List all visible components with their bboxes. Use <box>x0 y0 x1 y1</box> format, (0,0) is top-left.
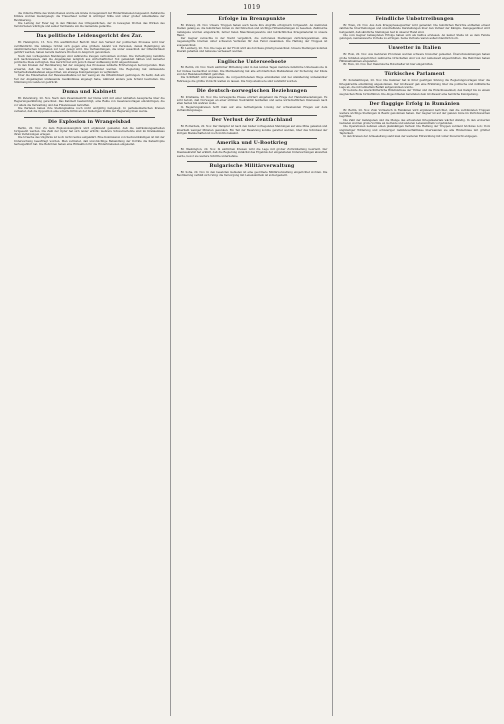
article-paragraph: Br. Lemberg, 20. Nov. Die Lage an der Front wird als durchaus günstig bezeichnet. Unsere Stellungen konnten überall gehalten und teilweise verbessert werden. <box>176 46 328 54</box>
article-paragraph: Br. Konstantinopel, 20. Nov. Die Kammer hat in ihrer gestrigen Sitzung die Regierungsvorlagen über die Kriegskredite einstimmig angenommen. Der Großwesir gab eine Erklärung über die politische und militärische Lage ab, die mit lebhaftem Beifall aufgenommen wurde. <box>339 79 491 89</box>
article-headline: Türkisches Parlament <box>384 72 445 78</box>
divider-rule <box>24 117 155 118</box>
article <box>14 87 165 113</box>
article <box>339 43 490 66</box>
article-paragraph: Br. Sofia, 20. Nov. In den besetzten Gebieten ist eine geordnete Militärverwaltung eingerichtet worden. Die Bevölkerung verhält sich ruhig; die Versorgung mit Lebensmitteln ist sichergestellt. <box>176 170 328 178</box>
columns <box>14 12 490 716</box>
article-headline: Duma und Kabinett <box>62 90 117 96</box>
article-paragraph: In Regierungskreisen hofft man auf eine befriedigende Lösung der schwebenden Fragen auf dem Verhandlungswege. <box>176 105 328 113</box>
article-paragraph: Der Gegner versuchte in der Nacht vergeblich, die verlorenen Stellungen zurückzugewinnen. Alle Gegenangriffe brachen unter schweren Verlusten für den Feind zusammen. Die Haltung der Truppen ist ausgezeichnet. <box>176 37 328 47</box>
article-paragraph: Die Parteien haben ihre Stellungnahme noch nicht endgültig festgelegt. In parlamentarischen Kreisen verlautet, daß die Opposition eine scharfe Kritik an der bisherigen Politik der Regierung üben werde. <box>14 107 165 114</box>
article-paragraph: Br. Rom, 20. Nov. Aus mehreren Provinzen werden schwere Unwetter gemeldet. Überschwemmungen haben große Schäden angerichtet; zahlreiche Ortschaften sind von der Außenwelt abgeschnitten. Die Behörden haben Hilfsmaßnahmen eingeleitet. <box>339 53 491 63</box>
article <box>177 161 328 178</box>
article <box>14 31 165 84</box>
article-paragraph: Br. Pulawy, 20. Nov. Unsere Truppen haben auch heute ihre Angriffe erfolgreich fortgesetzt. An mehreren Stellen gelang es, die feindlichen Linien zu durchbrechen und wichtige Höhenstellungen zu besetzen. Zahlreiche Gefangene wurden eingebracht, ferner fielen Maschinengewehre und beträchtliches Kriegsmaterial in unsere Hand. <box>176 23 328 37</box>
divider-rule <box>187 86 318 87</box>
column-1 <box>14 12 171 716</box>
article-paragraph: In den Kreisen der Bevölkerung hat der Ausgang des Prozesses lebhafte Erörterungen hervorgerufen. Man erwartet, daß die Urteile in den nächsten Tagen verkündet werden. Die Regierung hat umfassende Sicherheitsmaßnahmen angeordnet, um etwaige Kundgebungen zu verhindern. <box>14 64 165 75</box>
divider-rule <box>187 138 318 139</box>
article-paragraph: Br. Wien, 20. Nov. Aus dem Kriegspressequartier wird gemeldet: Die feindlichen Berichte enthalten erneut zahlreiche Übertreibungen und unzutreffende Darstellungen über den Verlauf der Kämpfe. Demgegenüber wird festgestellt, daß sämtliche Stellungen fest in unserer Hand sind. <box>339 23 491 34</box>
article-paragraph: Br. Rotterdam, 20. Nov. Der Dampfer ist nach den bisher vorliegenden Meldungen auf eine Mine gelaufen und innerhalb weniger Minuten gesunken. Ein Teil der Besatzung konnte gerettet werden, über das Schicksal der übrigen Mannschaften ist noch nichts bekannt. <box>176 125 328 135</box>
article-paragraph: Br. Helsingfors, 15. Nov. Ein ausführlicher Bericht über den Verlauf der politischen Prozesse wird hier veröffentlicht. Die Anklage richtet sich gegen eine größere Anzahl von Personen, denen Beteiligung an umstürzlerischen Umtrieben zur Last gelegt wird. Die Verhandlungen, die unter Ausschluß der Öffentlichkeit geführt werden, haben bereits mehrere Wochen in Anspruch genommen. <box>14 41 165 55</box>
article-paragraph: Br. Kristiania, 20. Nov. Die norwegische Presse erörtert eingehend die Frage der Handelsbeziehungen. Es wird betont, daß Norwegen an einer strikten Neutralität festhalten und seine wirtschaftlichen Interessen nach allen Seiten hin wahren wolle. <box>176 95 328 106</box>
article <box>177 86 328 112</box>
article-paragraph: Nach den vorliegenden Meldungen sind zahlreiche Zeugen vernommen worden. Die Verteidigung bemühte sich nachzuweisen, daß die Angeklagten lediglich aus wirtschaftlicher Not gehandelt hätten und keinerlei politische Ziele verfolgten. Das Gericht hat sich jedoch dieser Auffassung nicht angeschlossen. <box>14 54 165 65</box>
article-paragraph: Über die Einzelheiten der Beweisaufnahme ist nur wenig an die Öffentlichkeit gedrungen. Es heißt, daß ein Teil der Angeklagten umfassende Geständnisse abgelegt habe, während andere jede Schuld bestreiten. Die Stimmung im Lande ist gedrückt. <box>14 74 165 84</box>
divider-rule <box>24 87 155 88</box>
divider-rule <box>349 69 480 70</box>
article-paragraph: Die Leitung der Feier lag in den Händen des Ortsgeistlichen, der in bewegten Worten das Wirken des Verstorbenen würdigte und seiner Verdienste um die Gemeinde gedachte. <box>14 21 165 29</box>
article-headline: Der Verlust der Zentfachland <box>211 118 293 124</box>
divider-rule <box>349 14 480 15</box>
article-paragraph: die irdische Hülle des Verstorbenen wurde am Grabe in Gegenwart der Hinterbliebenen beigesetzt. Zahlreiche Kränze wurden niedergelegt; die Trauerfeier verlief in würdiger Stille und unter großer Anteilnahme der Bevölkerung. <box>14 12 165 22</box>
article-paragraph: Br. Petersburg, 20. Nov. Nach dem Zusammentritt der Duma wird mit einer lebhaften Aussprache über die Regierungserklärung gerechnet. Das Kabinett beabsichtigt, eine Reihe von Gesetzesvorlagen einzubringen, die vor allem die Verwaltung und das Finanzwesen betreffen. <box>14 97 165 107</box>
article-paragraph: Br. Berlin, 20. Nov. Nach amtlicher Mitteilung sind in den letzten Tagen mehrere feindliche Unterseeboote in der Ostsee beobachtet worden. Die Marineleitung hat alle erforderlichen Maßnahmen zur Sicherung der Küste und der Handelsschiffahrt getroffen. <box>176 66 328 77</box>
article <box>177 115 328 135</box>
article <box>339 69 490 95</box>
article-headline: Die Explosion in Wrangelsbad <box>47 119 131 125</box>
article-paragraph: Berlin, 20. Nov. Zu dem Explosionsunglück wird ergänzend gemeldet, daß die Aufräumungsarbeiten fortgesetzt werden. Die Zahl der Opfer hat sich leider erhöht; mehrere Schwerverletzte sind im Krankenhaus ihren Verletzungen erlegen. <box>14 126 165 137</box>
article-headline: Die deutsch-norwegischen Beziehungen <box>196 88 308 94</box>
article-headline: Erfolge im Brennpunkte <box>218 17 286 22</box>
article-headline: Das politische Leidensgericht des Zar. <box>36 34 143 40</box>
divider-rule <box>187 57 318 58</box>
column-3 <box>339 12 490 716</box>
page-number: 1019 <box>243 4 261 11</box>
article <box>14 117 165 147</box>
article-paragraph: Br. Washington, 20. Nov. In amtlichen Kreisen wird die Lage mit großer Zurückhaltung beurteilt. Der Staatssekretär hat erklärt, daß die Regierung zunächst das Ergebnis der eingeleiteten Untersuchungen abwarten werde, bevor sie weitere Schritte unternehme. <box>176 148 328 158</box>
article-headline: Der flaggige Erfolg in Rumänien <box>369 101 460 107</box>
article-headline: Feindliche Unbotrreibungen <box>375 17 454 22</box>
divider-rule <box>349 99 480 100</box>
article-paragraph: Er betonte die unerschütterliche Bündnistreue der Türkei und die Entschlossenheit, den Kampf bis zu einem siegreichen Ende fortzuführen. Die Abgeordneten bereiteten dem Großwesir eine herzliche Kundgebung. <box>339 89 491 96</box>
article-headline: Unwetter in Italien <box>388 46 442 52</box>
article <box>177 138 328 158</box>
divider-rule <box>187 161 318 162</box>
article-headline: Bulgarische Militärverwaltung <box>209 163 295 169</box>
article <box>339 99 490 139</box>
divider-rule <box>349 43 480 44</box>
column-2 <box>177 12 334 716</box>
divider-rule <box>187 115 318 116</box>
article-paragraph: Die Operationen nehmen einen planmäßigen Verlauf. Die Haltung der Truppen verdient höchstes Lob; trotz ungünstiger Witterung und schwieriger Geländeverhältnisse überwanden sie alle Hindernisse mit größter Tapferkeit. <box>339 125 491 135</box>
article-paragraph: Die Zahl der Gefangenen und die Menge des erbeuteten Kriegsmaterials wächst ständig. In den eroberten Gebieten wurden große Vorräte an Getreide und anderen Lebensmitteln vorgefunden. <box>339 118 491 125</box>
article-paragraph: Die Ursache des Unglücks ist noch nicht restlos aufgeklärt. Eine Kommission von Sachverständigen ist mit der Untersuchung beauftragt worden. Man vermutet, daß unvorsichtige Behandlung der Vorräte die Katastrophe herbeigeführt hat. Die Behörden haben eine Hilfsaktion für die Hinterbliebenen eingeleitet. <box>14 136 165 147</box>
article <box>177 14 328 54</box>
article <box>14 12 165 28</box>
article-paragraph: In den Kreisen der Armeeleitung sieht man der weiteren Entwicklung mit voller Zuversicht entgegen. <box>343 135 478 139</box>
article-paragraph: Br. Berlin, 20. Nov. Zum Vormarsch in Rumänien wird ergänzend berichtet, daß die verbündeten Truppen weitere wichtige Stellungen in Besitz genommen haben. Der Gegner ist auf der ganzen Linie im Zurückweichen begriffen. <box>339 108 491 119</box>
divider-rule <box>187 14 318 15</box>
article <box>177 57 328 83</box>
article-headline: Amerika und U-Bootkrieg <box>216 141 288 147</box>
article-paragraph: Die Schiffahrt wird angewiesen, die vorgeschriebenen Wege einzuhalten und bei Annäherung unbekannter Fahrzeuge die größte Vorsicht walten zu lassen. Die Vorpostenboote sind verstärkt worden. <box>176 76 328 83</box>
article <box>339 14 490 40</box>
article-headline: Englische Unterseeboote <box>217 59 287 65</box>
article-paragraph: Br. Rom, 20. Nov. Der französische Botschafter ist hier eingetroffen. <box>343 63 434 67</box>
divider-rule <box>24 31 155 32</box>
article-paragraph: Die vom Gegner behaupteten Erfolge haben sich als haltlos erwiesen. An keiner Stelle ist es dem Feinde gelungen, nennenswerte Vorteile zu erringen. Seine Verluste waren außerordentlich hoch. <box>339 33 491 41</box>
